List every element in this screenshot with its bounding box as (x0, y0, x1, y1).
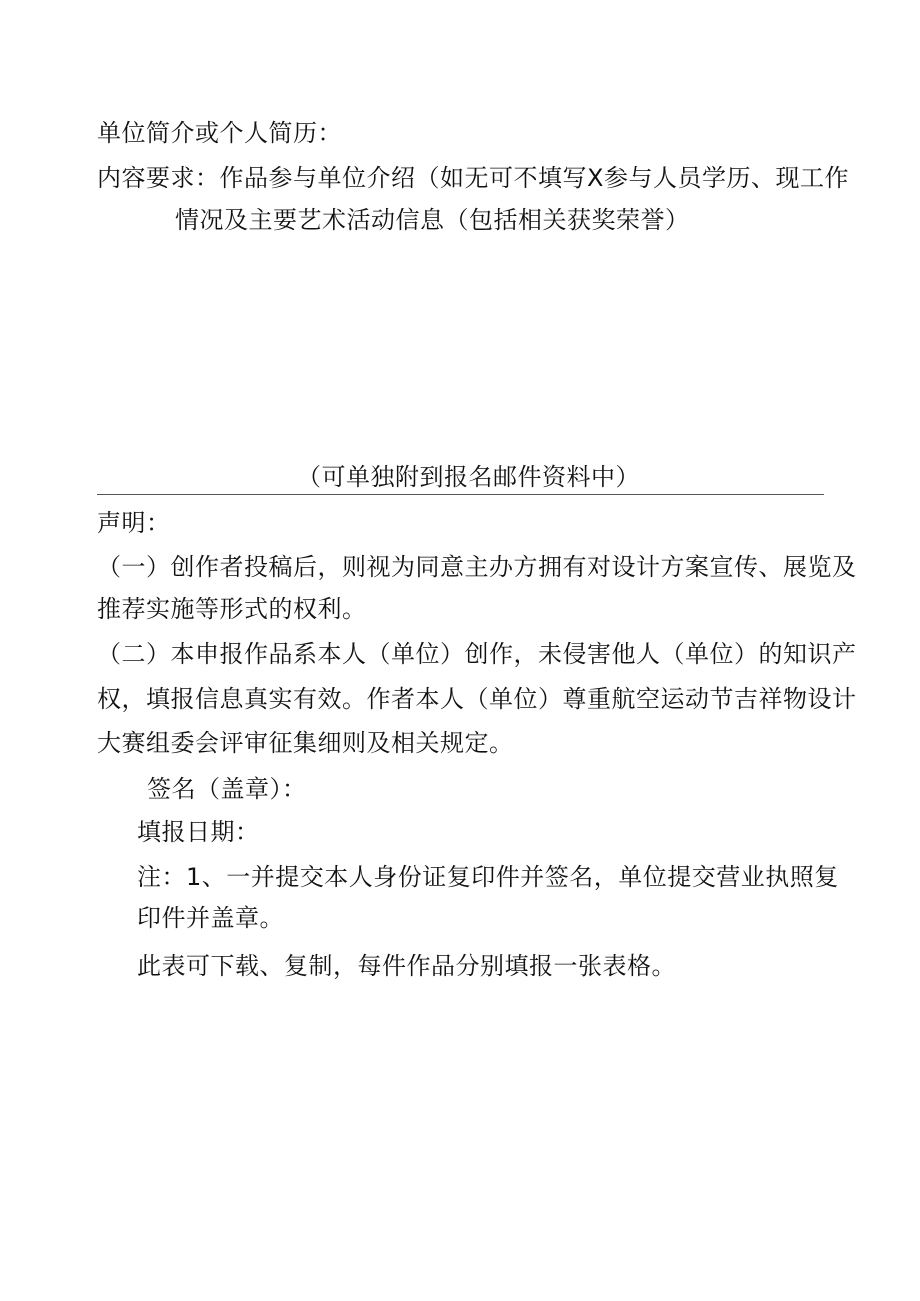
profile-heading: 单位简介或个人简历： (97, 119, 342, 147)
declaration-item1-line2: 推荐实施等形式的权利。 (97, 595, 367, 623)
declaration-heading: 声明： (97, 509, 171, 537)
requirement-line-1: 内容要求：作品参与单位介绍（如无可不填写X参与人员学历、现工作 (97, 164, 849, 192)
declaration-item2-line3: 大赛组委会评审征集细则及相关规定。 (97, 729, 514, 757)
signature-label: 签名（盖章）： (147, 775, 307, 803)
divider (97, 494, 824, 495)
declaration-item1-line1: （一）创作者投稿后，则视为同意主办方拥有对设计方案宣传、展览及 (97, 553, 857, 581)
declaration-item2-line2: 权，填报信息真实有效。作者本人（单位）尊重航空运动节吉祥物设计 (97, 685, 857, 713)
date-label: 填报日期： (137, 818, 260, 846)
note-line-3: 此表可下载、复制，每件作品分别填报一张表格。 (137, 952, 676, 980)
declaration-item2-line1: （二）本申报作品系本人（单位）创作，未侵害他人（单位）的知识产 (97, 640, 857, 668)
attach-note: （可单独附到报名邮件资料中） (297, 463, 640, 491)
note-line-2: 印件并盖章。 (137, 904, 284, 932)
note-line-1: 注：1、一并提交本人身份证复印件并签名，单位提交营业执照复 (137, 863, 839, 891)
requirement-line-2: 情况及主要艺术活动信息（包括相关获奖荣誉） (175, 206, 690, 234)
